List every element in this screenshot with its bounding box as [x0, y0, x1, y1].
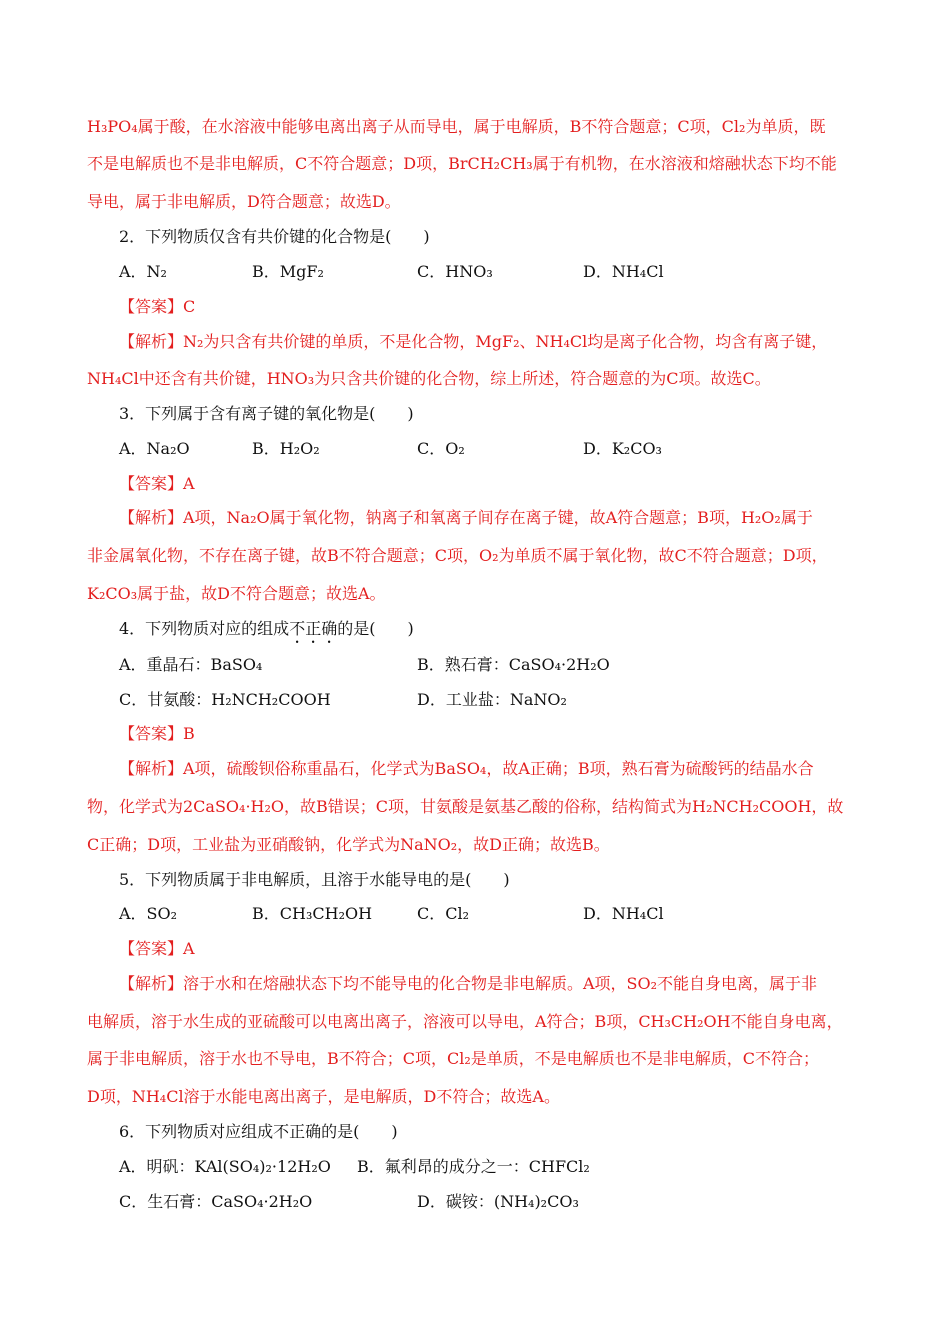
question-6-option-d: D．碳铵：(NH₄)₂CO₃: [417, 1192, 579, 1211]
question-2-option-b: B．MgF₂: [252, 262, 324, 281]
question-5-stem: 5．下列物质属于非电解质，且溶于水能导电的是( ): [119, 870, 510, 889]
question-2-explanation: 【解析】N₂为只含有共价键的单质，不是化合物，MgF₂、NH₄Cl均是离子化合物，均含有离子键，: [119, 332, 828, 351]
question-3-option-c: C．O₂: [417, 439, 465, 458]
question-3-explanation: K₂CO₃属于盐，故D不符合题意；故选A。: [87, 584, 386, 603]
question-5-option-a: A．SO₂: [119, 904, 178, 923]
question-2-option-c: C．HNO₃: [417, 262, 493, 281]
question-4-option-d: D．工业盐：NaNO₂: [417, 690, 567, 709]
question-3-stem: 3．下列属于含有离子键的氧化物是( ): [119, 404, 414, 423]
question-3-option-d: D．K₂CO₃: [583, 439, 662, 458]
question-3-explanation: 【解析】A项，Na₂O属于氧化物，钠离子和氧离子间存在离子键，故A符合题意；B项，H₂O₂属于: [119, 508, 813, 527]
question-2-option-a: A．N₂: [119, 262, 167, 281]
question-2-explanation: NH₄Cl中还含有共价键，HNO₃为只含共价键的化合物，综上所述，符合题意的为C项。故选C。: [87, 369, 771, 388]
question-5-answer: 【答案】A: [119, 939, 195, 958]
question-5-option-d: D．NH₄Cl: [583, 904, 664, 923]
question-5-explanation: 电解质，溶于水生成的亚硫酸可以电离出离子，溶液可以导电，A符合；B项，CH₃CH₂OH不能自身电离，: [87, 1012, 843, 1031]
question-4-answer: 【答案】B: [119, 724, 195, 743]
question-2-option-d: D．NH₄Cl: [583, 262, 664, 281]
question-5-explanation: 属于非电解质，溶于水也不导电，B不符合；C项，Cl₂是单质，不是电解质也不是非电解质，C不符合；: [87, 1049, 820, 1068]
question-6-option-b: B．氟利昂的成分之一：CHFCl₂: [357, 1157, 590, 1176]
question-4-stem: [119, 618, 414, 647]
question-4-stem-emphasis: 不正确: [289, 619, 338, 638]
question-3-explanation: 非金属氧化物，不存在离子键，故B不符合题意；C项，O₂为单质不属于氧化物，故C不符合题意；D项，: [87, 546, 828, 565]
question-5-option-c: C．Cl₂: [417, 904, 470, 923]
question-4-explanation: 物，化学式为2CaSO₄·H₂O，故B错误；C项，甘氨酸是氨基乙酸的俗称，结构简式为H₂NCH₂COOH，故: [87, 797, 844, 816]
explanation-line: H₃PO₄属于酸，在水溶液中能够电离出离子从而导电，属于电解质，B不符合题意；C项，Cl₂为单质，既: [87, 117, 826, 136]
question-4-explanation: 【解析】A项，硫酸钡俗称重晶石，化学式为BaSO₄，故A正确；B项，熟石膏为硫酸钙的结晶水合: [119, 759, 814, 778]
question-3-option-a: A．Na₂O: [119, 439, 190, 458]
question-4-option-c: C．甘氨酸：H₂NCH₂COOH: [119, 690, 331, 709]
question-5-option-b: B．CH₃CH₂OH: [252, 904, 373, 923]
question-6-option-a: A．明矾：KAl(SO₄)₂·12H₂O: [119, 1157, 331, 1176]
question-4-option-b: B．熟石膏：CaSO₄·2H₂O: [417, 655, 610, 674]
question-5-explanation: D项，NH₄Cl溶于水能电离出离子，是电解质，D不符合；故选A。: [87, 1087, 560, 1106]
explanation-line: 导电，属于非电解质，D符合题意；故选D。: [87, 192, 401, 211]
question-4-option-a: A．重晶石：BaSO₄: [119, 655, 263, 674]
question-4-stem-post: 的是( ): [337, 619, 414, 638]
explanation-line: 不是电解质也不是非电解质，C不符合题意；D项，BrCH₂CH₃属于有机物，在水溶液和熔融状态下均不能: [87, 154, 837, 173]
question-4-explanation: C正确；D项，工业盐为亚硝酸钠，化学式为NaNO₂，故D正确；故选B。: [87, 835, 610, 854]
question-2-answer: 【答案】C: [119, 297, 196, 316]
question-6-stem: 6．下列物质对应组成不正确的是( ): [119, 1122, 398, 1141]
question-2-stem: 2．下列物质仅含有共价键的化合物是( ): [119, 227, 430, 246]
question-4-stem-pre: 4．下列物质对应的组成: [119, 619, 290, 638]
question-3-option-b: B．H₂O₂: [252, 439, 320, 458]
question-5-explanation: 【解析】溶于水和在熔融状态下均不能导电的化合物是非电解质。A项，SO₂不能自身电离，属于非: [119, 974, 818, 993]
question-6-option-c: C．生石膏：CaSO₄·2H₂O: [119, 1192, 313, 1211]
question-3-answer: 【答案】A: [119, 474, 195, 493]
